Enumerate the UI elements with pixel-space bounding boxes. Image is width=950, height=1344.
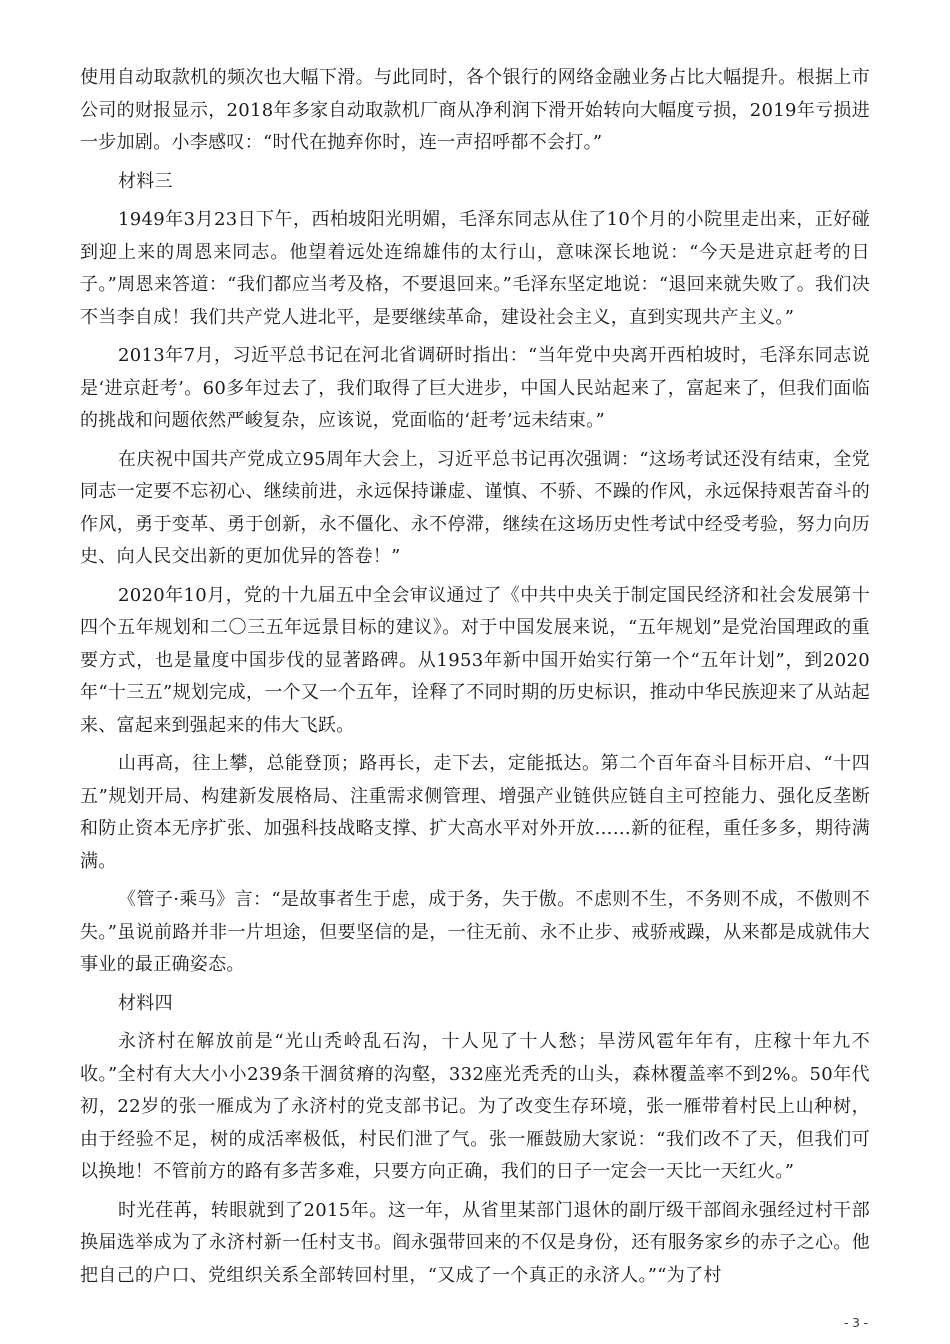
paragraph-6: 山再高，往上攀，总能登顶；路再长，走下去，定能抵达。第二个百年奋斗目标开启、“十四五”规划开局、构建新发展格局、注重需求侧管理、增强产业链供应链自主可控能力、强化反垄断和防止资本无序扩张、加强科技战略支撑、扩大高水平对外开放……新的征程，重任多多，期待满满。 bbox=[80, 753, 870, 872]
paragraph-2: 1949年3月23日下午，西柏坡阳光明媚，毛泽东同志从住了10个月的小院里走出来，正好碰到迎上来的周恩来同志。他望着远处连绵雄伟的太行山，意味深长地说：“今天是进京赶考的日子。”周恩来答道：“我们都应当考及格，不要退回来。”毛泽东坚定地说：“退回来就失败了。我们决不当李自成！我们共产党人进北平，是要继续革命，建设社会主义，直到实现共产主义。” bbox=[80, 209, 870, 328]
body-text bbox=[80, 62, 870, 1292]
section-heading-material-3: 材料三 bbox=[118, 170, 173, 192]
paragraph-7: 《管子·乘马》言：“是故事者生于虑，成于务，失于傲。不虑则不生，不务则不成，不傲则不失。”虽说前路并非一片坦途，但要坚信的是，一往无前、永不止步、戒骄戒躁，从来都是成就伟大事业的最正确姿态。 bbox=[80, 889, 870, 975]
section-heading-material-4: 材料四 bbox=[118, 992, 173, 1014]
paragraph-4: 在庆祝中国共产党成立95周年大会上，习近平总书记再次强调：“这场考试还没有结束，全党同志一定要不忘初心、继续前进，永远保持谦虚、谨慎、不骄、不躁的作风，永远保持艰苦奋斗的作风，勇于变革、勇于创新，永不僵化、永不停滞，继续在这场历史性考试中经受考验，努力向历史、向人民交出新的更加优异的答卷！” bbox=[80, 448, 870, 567]
paragraph-8: 永济村在解放前是“光山秃岭乱石沟，十人见了十人愁；旱涝风雹年年有，庄稼十年九不收。”全村有大大小小239条干涸贫瘠的沟壑，332座光秃秃的山头，森林覆盖率不到2%。50年代初，22岁的张一雁成为了永济村的党支部书记。为了改变生存环境，张一雁带着村民上山种树，由于经验不足，树的成活率极低，村民们泄了气。张一雁鼓励大家说：“我们改不了天，但我们可以换地！不管前方的路有多苦多难，只要方向正确，我们的日子一定会一天比一天红火。” bbox=[80, 1031, 870, 1182]
paragraph-5: 2020年10月，党的十九届五中全会审议通过了《中共中央关于制定国民经济和社会发展第十四个五年规划和二〇三五年远景目标的建议》。对于中国发展来说，“五年规划”是党治国理政的重要方式，也是量度中国步伐的显著路碑。从1953年新中国开始实行第一个“五年计划”，到2020年“十三五”规划完成，一个又一个五年，诠释了不同时期的历史标识，推动中华民族迎来了从站起来、富起来到强起来的伟大飞跃。 bbox=[80, 584, 870, 736]
paragraph-1: 使用自动取款机的频次也大幅下滑。与此同时，各个银行的网络金融业务占比大幅提升。根据上市公司的财报显示，2018年多家自动取款机厂商从净利润下滑开始转向大幅度亏损，2019年亏损进一步加剧。小李感叹：“时代在抛弃你时，连一声招呼都不会打。” bbox=[80, 67, 870, 153]
page-number: - 3 - bbox=[844, 1316, 868, 1330]
paragraph-9: 时光荏苒，转眼就到了2015年。这一年，从省里某部门退休的副厅级干部阎永强经过村干部换届选举成为了永济村新一任村支书。阎永强带回来的不仅是身份，还有服务家乡的赤子之心。他把自己的户口、党组织关系全部转回村里，“又成了一个真正的永济人。”“为了村 bbox=[80, 1199, 870, 1286]
paragraph-3: 2013年7月，习近平总书记在河北省调研时指出：“当年党中央离开西柏坡时，毛泽东同志说是‘进京赶考’。60多年过去了，我们取得了巨大进步，中国人民站起来了，富起来了，但我们面临的挑战和问题依然严峻复杂，应该说，党面临的‘赶考’远未结束。” bbox=[80, 345, 870, 431]
